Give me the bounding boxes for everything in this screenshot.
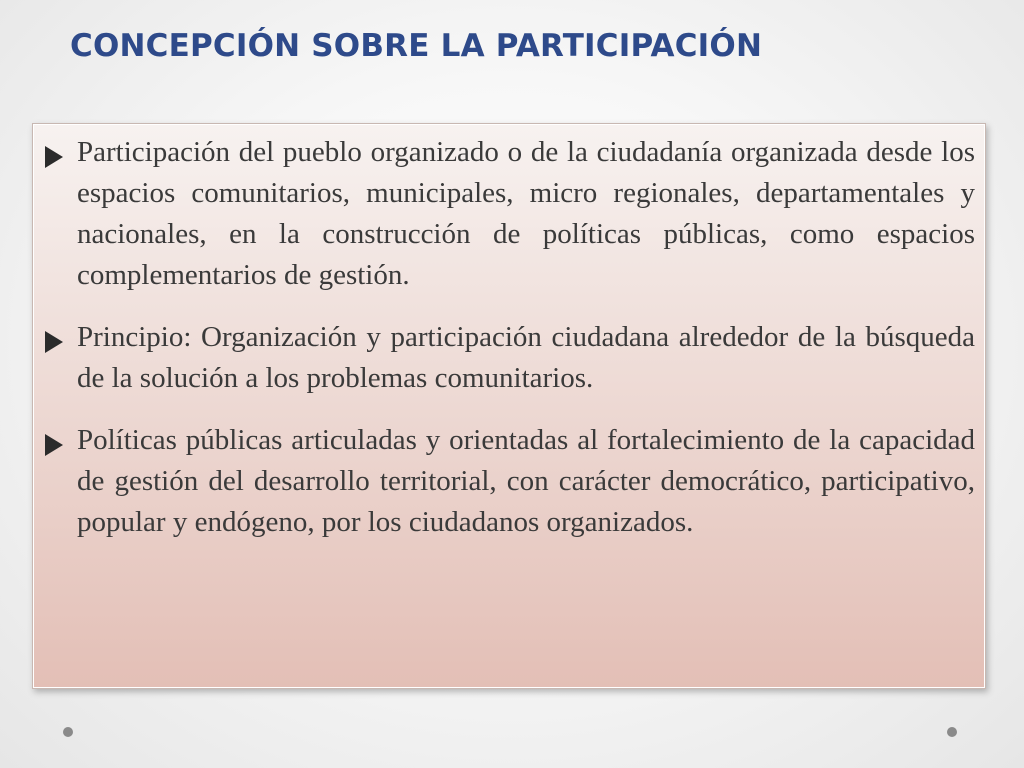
- arrow-bullet-icon: [45, 146, 63, 168]
- arrow-bullet-icon: [45, 331, 63, 353]
- bullet-text: Principio: Organización y participación ciudadana alrededor de la búsqueda de la solución a los problemas comunitarios.: [77, 321, 975, 394]
- bullet-text: Participación del pueblo organizado o de la ciudadanía organizada desde los espacios comunitarios, municipales, micro regionales, departamentales y nacionales, en la construcción de políticas públicas, como espacios complementarios de gestión.: [77, 136, 975, 291]
- bullet-item-principle: [43, 317, 975, 399]
- bullet-item-participation: [43, 132, 975, 296]
- bullet-item-public-policies: [43, 420, 975, 543]
- bullet-text: Políticas públicas articuladas y orientadas al fortalecimiento de la capacidad de gestión del desarrollo territorial, con carácter democrático, participativo, popular y endógeno, por los ciudadanos organizados.: [77, 424, 975, 538]
- slide-title: CONCEPCIÓN SOBRE LA PARTICIPACIÓN: [70, 28, 763, 64]
- decorative-dot-right: [947, 727, 957, 737]
- decorative-dot-left: [63, 727, 73, 737]
- arrow-bullet-icon: [45, 434, 63, 456]
- content-box: [32, 123, 986, 689]
